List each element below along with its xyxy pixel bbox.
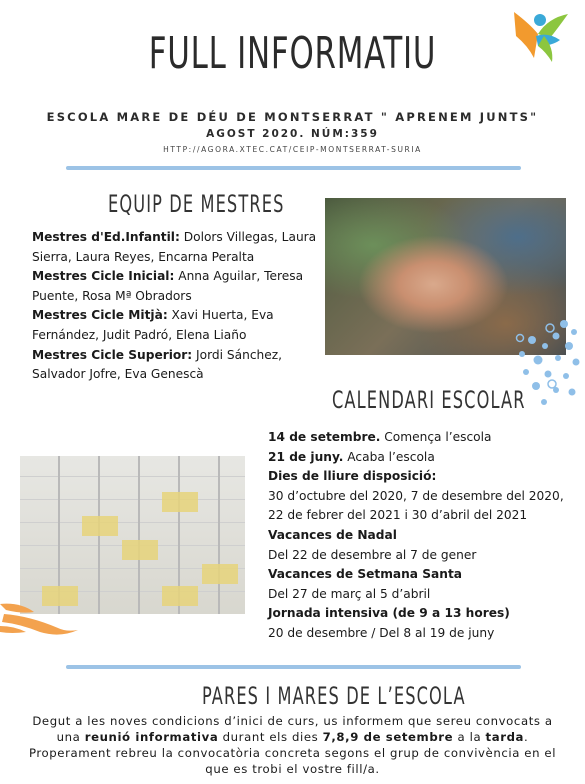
end-date: 21 de juny. [268, 449, 344, 464]
superior-names-cont: Salvador Jofre, Eva Genescà [32, 367, 204, 382]
calendar-list [268, 428, 568, 644]
calendar-section-title: CALENDARI ESCOLAR [332, 386, 526, 414]
teachers-section-title: EQUIP DE MESTRES [108, 190, 285, 218]
intensive-label: Jornada intensiva (de 9 a 13 hores) [268, 606, 510, 621]
newsletter-title: FULL INFORMATIU [148, 28, 437, 79]
parents-divider [66, 665, 521, 669]
free-days-line2: 22 de febrer del 2021 i 30 d’abril del 2021 [268, 508, 528, 523]
parents-notice [20, 713, 565, 777]
end-text: Acaba l’escola [343, 449, 435, 464]
inicial-names: Anna Aguilar, Teresa [174, 269, 304, 284]
start-date: 14 de setembre. [268, 430, 381, 444]
superior-names: Jordi Sánchez, [192, 347, 283, 362]
superior-label: Mestres Cicle Superior: [32, 347, 193, 362]
parents-section-title: PARES I MARES DE L’ESCOLA [202, 682, 466, 710]
inicial-names-cont: Puente, Rosa Mª Obradors [32, 288, 192, 303]
free-days-line1: 30 d’octubre del 2020, 7 de desembre del 2020, [268, 488, 564, 503]
free-days-label: Dies de lliure disposició: [268, 469, 437, 484]
calendar-photo [20, 456, 245, 614]
inicial-label: Mestres Cicle Inicial: [32, 269, 175, 284]
mitja-names-cont: Fernández, Judit Padró, Elena Liaño [32, 327, 247, 342]
notice-line2: una reunió informativa durant els dies 7,8,9 de setembre a la tarda. [56, 730, 529, 744]
notice-line1: Degut a les noves condicions d’inici de curs, us informem que sereu convocats a [32, 714, 553, 728]
start-text: Comença l’escola [380, 430, 492, 444]
easter-label: Vacances de Setmana Santa [268, 567, 462, 582]
christmas-dates: Del 22 de desembre al 7 de gener [268, 547, 477, 562]
school-url[interactable]: HTTP://AGORA.XTEC.CAT/CEIP-MONTSERRAT-SURIA [163, 145, 422, 154]
mitja-label: Mestres Cicle Mitjà: [32, 308, 168, 323]
infantil-label: Mestres d'Ed.Infantil: [32, 230, 180, 244]
notice-line4: que es trobi el vostre fill/a. [205, 762, 380, 776]
christmas-label: Vacances de Nadal [268, 527, 397, 542]
mitja-names: Xavi Huerta, Eva [167, 308, 274, 323]
infantil-names-cont: Sierra, Laura Reyes, Encarna Peralta [32, 249, 255, 264]
brush-decoration [0, 598, 80, 638]
teachers-list [32, 228, 322, 385]
school-name: ESCOLA MARE DE DÉU DE MONTSERRAT " APRENEM JUNTS" [46, 110, 539, 124]
easter-dates: Del 27 de març al 5 d’abril [268, 586, 431, 601]
intensive-dates: 20 de desembre / Del 8 al 19 de juny [268, 625, 495, 640]
notice-line3: Properament rebreu la convocatòria concreta segons el grup de convivència en el [28, 746, 557, 760]
header-divider [66, 166, 521, 170]
infantil-names: Dolors Villegas, Laura [179, 230, 317, 244]
issue-info: AGOST 2020. NÚM:359 [206, 128, 379, 140]
